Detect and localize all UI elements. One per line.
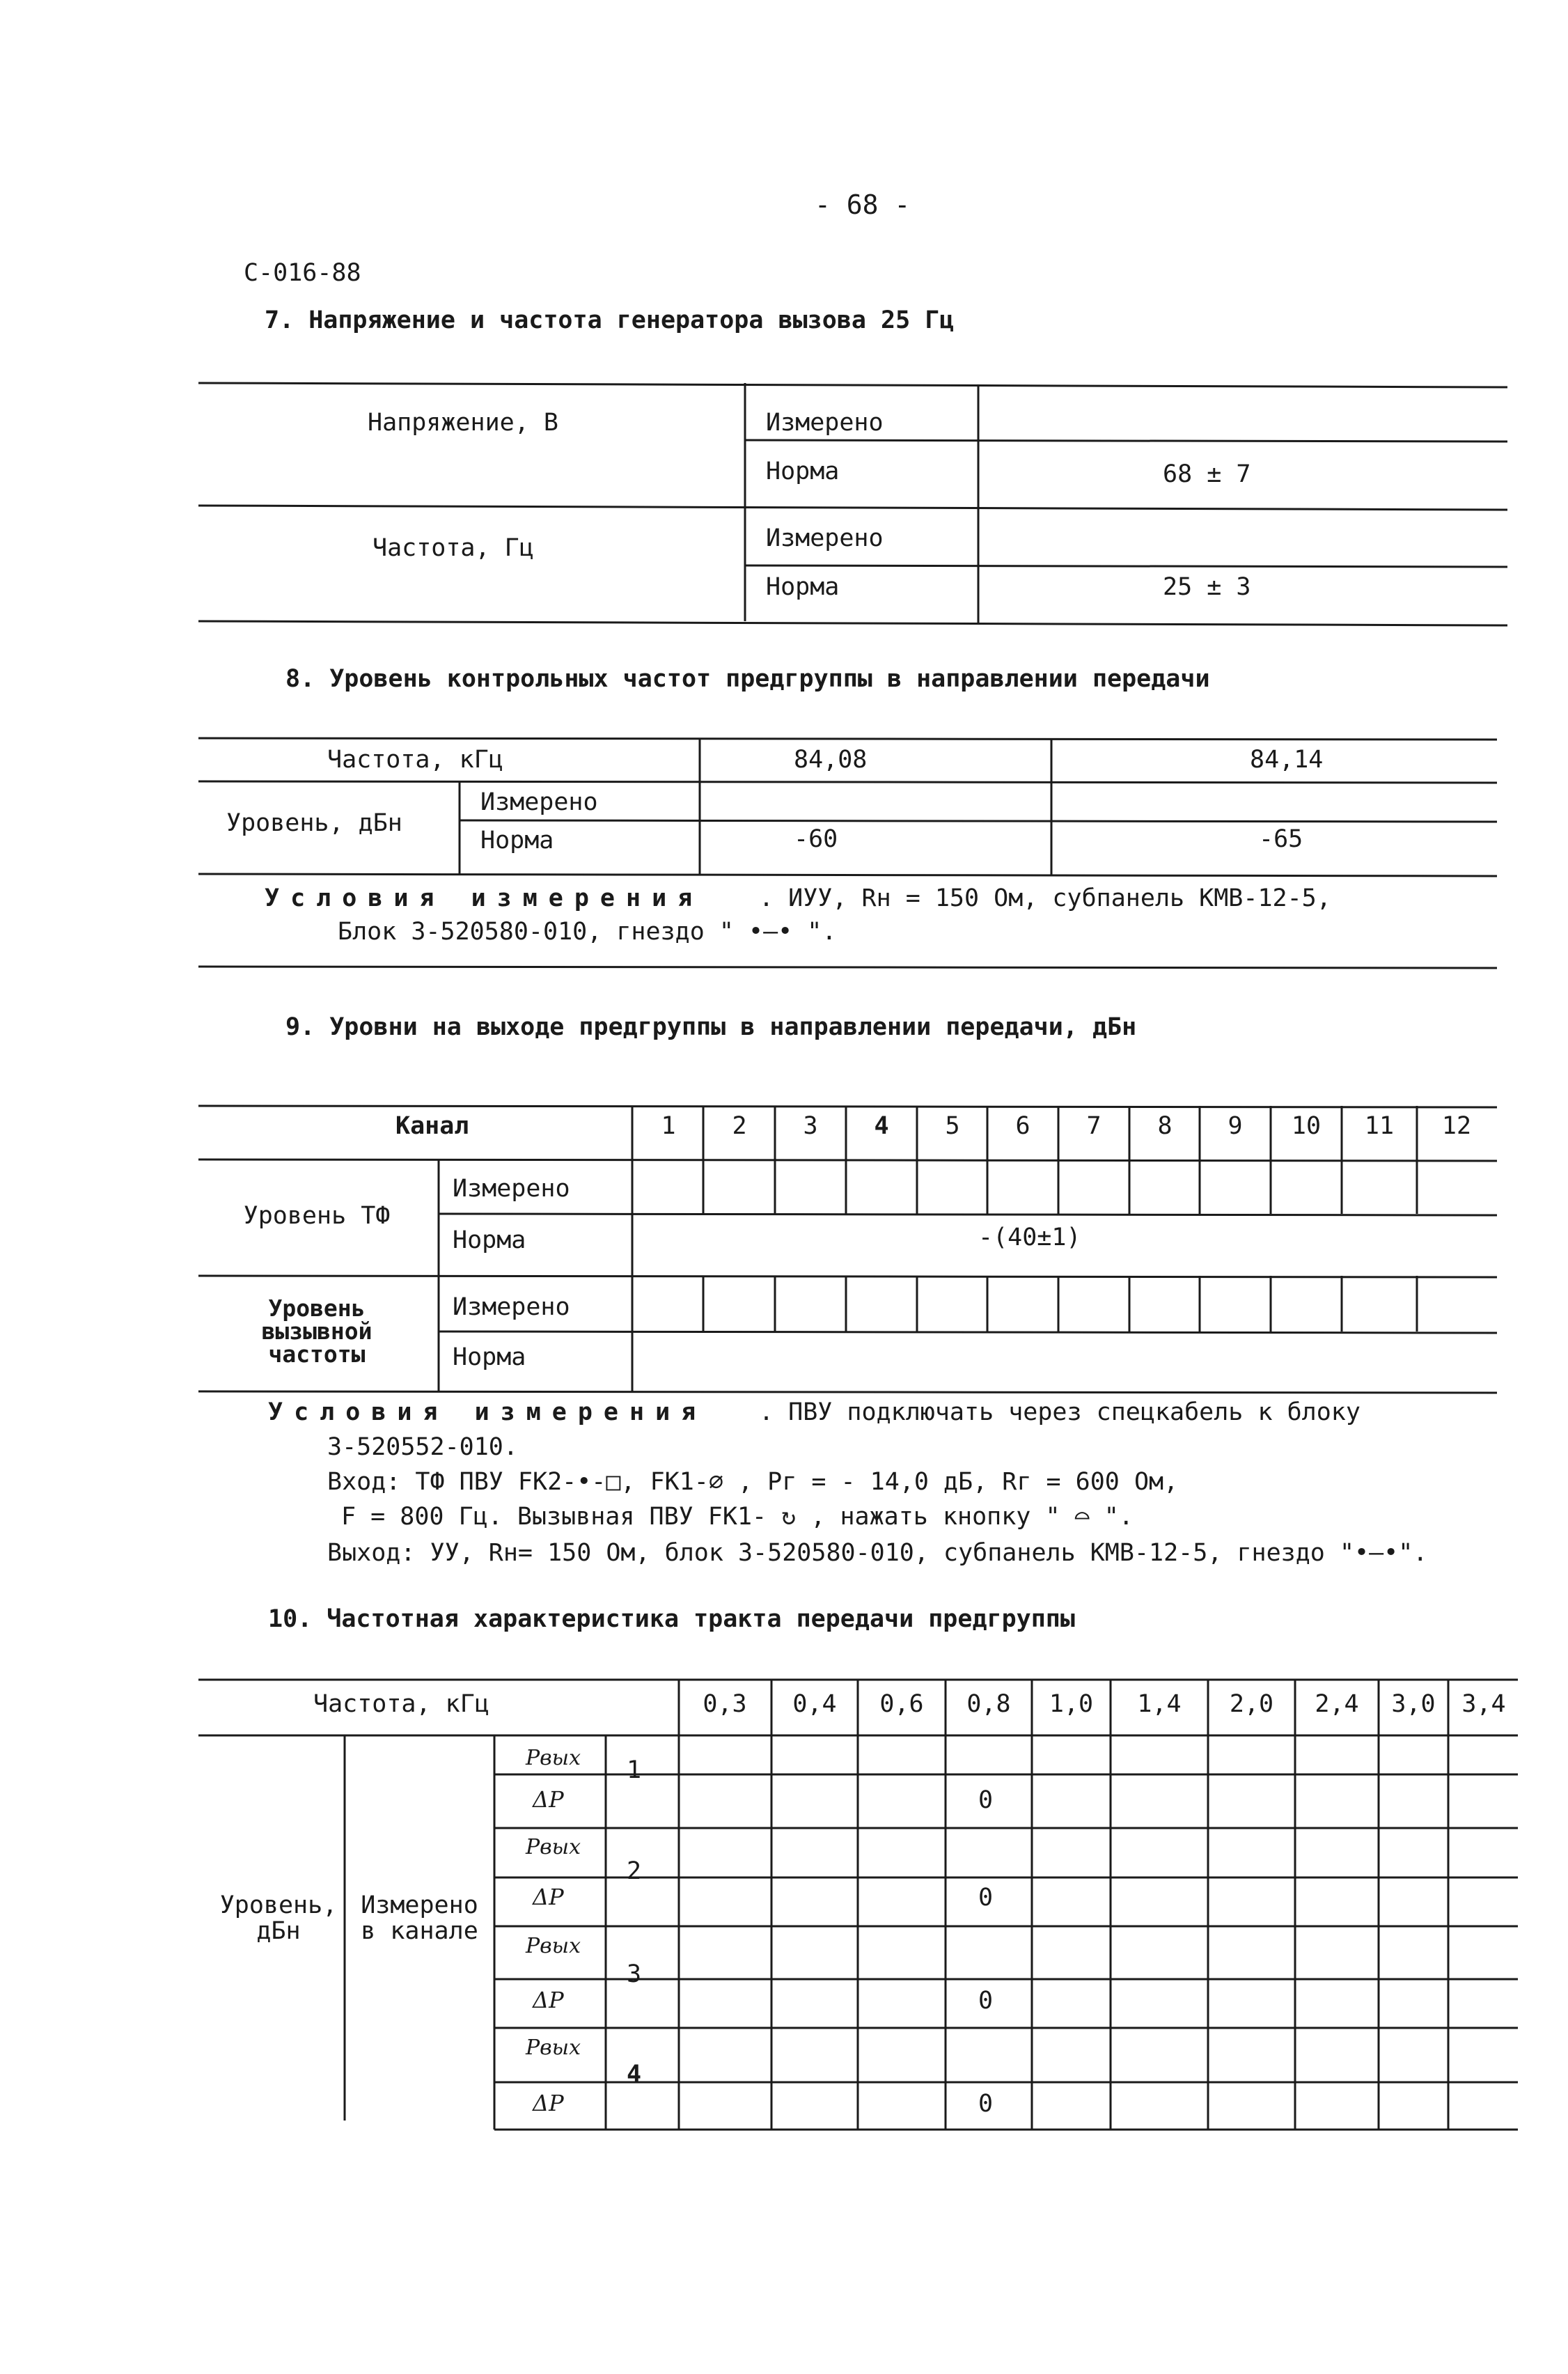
ch4-label: 4 [627,2061,642,2088]
ch4-dp-ref: 0 [978,2090,994,2118]
section-9-conditions-line2: 3-520552-010. [327,1433,518,1461]
ch4-dp-label: ΔP [533,2090,564,2116]
freq-col-3-0: 3,0 [1391,1690,1436,1718]
freq-col-2-4: 2,4 [1315,1690,1359,1718]
section-10-heading: 10. Частотная характеристика тракта передачи предгруппы [268,1605,1075,1633]
section-8-norm-1: -60 [794,825,838,853]
tf-measured-label: Измерено [453,1175,570,1203]
call-norm-label: Норма [453,1343,526,1371]
tf-level-label: Уровень ТФ [243,1202,391,1230]
freq-col-0-6: 0,6 [879,1690,924,1718]
ch2-dp-label: ΔP [533,1884,564,1910]
freq-col-0-3: 0,3 [703,1690,747,1718]
section-9-conditions-word: Условия измерения [268,1398,707,1426]
channel-header-6: 6 [1015,1112,1030,1140]
section-9-conditions-line5: Выход: УУ, Rн= 150 Ом, блок 3-520580-010, субпанель КМВ-12-5, гнездо "•—•". [327,1539,1428,1567]
channel-header-7: 7 [1086,1112,1101,1140]
ch1-dp-ref: 0 [978,1786,994,1814]
ch1-label: 1 [627,1756,642,1784]
section-9-conditions-line1: . ПВУ подключать через спецкабель к блоку [759,1398,1361,1426]
section-8-measured-label: Измерено [480,788,598,816]
frequency-norm-label: Норма [766,573,840,601]
section-9-conditions-line4: F = 800 Гц. Вызывная ПВУ FK1- ↻ , нажать кнопку " ⌓ ". [341,1503,1134,1531]
freq-col-3-4: 3,4 [1461,1690,1506,1718]
channel-header-1: 1 [661,1112,676,1140]
document-code: С-016-88 [244,259,361,287]
channel-header-12: 12 [1441,1112,1472,1140]
section-8-level-label: Уровень, дБн [226,809,402,837]
voltage-norm-label: Норма [766,458,840,485]
section-8-freq-2: 84,14 [1250,746,1324,774]
section-8-conditions-text: . ИУУ, Rн = 150 Ом, субпанель КМВ-12-5, [759,884,1331,912]
freq-col-1-4: 1,4 [1137,1690,1182,1718]
freq-col-2-0: 2,0 [1229,1690,1274,1718]
frequency-norm-value: 25 ± 3 [1163,573,1251,601]
section-8-conditions-word: Условия измерения [265,884,704,912]
ch3-pout-label: Pвых [526,1934,581,1958]
section-8-conditions-line2: Блок 3-520580-010, гнездо " •—• ". [338,918,837,946]
voltage-label: Напряжение, В [368,409,558,437]
section-9-heading: 9. Уровни на выходе предгруппы в направлении передачи, дБн [285,1013,1137,1041]
ch3-dp-ref: 0 [978,1987,994,2015]
ch2-dp-ref: 0 [978,1884,994,1912]
section-8-freq-1: 84,08 [794,746,868,774]
section-10-level-label: Уровень, дБн [219,1891,338,1945]
freq-col-1-0: 1,0 [1049,1690,1094,1718]
ch1-pout-label: Pвых [526,1746,581,1770]
section-8-heading: 8. Уровень контрольных частот предгруппы в направлении передачи [285,665,1210,693]
call-frequency-level-label: Уровень вызывной частоты [261,1295,373,1368]
ch2-label: 2 [627,1857,642,1885]
channel-header-10: 10 [1291,1112,1322,1140]
frequency-label: Частота, Гц [373,534,534,562]
channel-header-9: 9 [1228,1112,1243,1140]
channel-header-3: 3 [803,1112,818,1140]
ch3-label: 3 [627,1960,642,1988]
ch2-pout-label: Pвых [526,1835,581,1859]
voltage-measured-label: Измерено [766,409,884,437]
frequency-measured-label: Измерено [766,524,884,552]
ch4-pout-label: Pвых [526,2036,581,2060]
channel-header-4: 4 [874,1112,889,1140]
call-measured-label: Измерено [453,1293,570,1321]
tf-norm-value: -(40±1) [978,1224,1081,1251]
channel-header-2: 2 [732,1112,747,1140]
section-10-measured-in-channel-label: Измерено в канале [361,1891,478,1945]
section-8-norm-2: -65 [1259,825,1303,853]
section-8-freq-header: Частота, кГц [327,746,503,774]
section-9-conditions-line3: Вход: ТФ ПВУ FK2-•-□, FK1-∅ , Pг = - 14,0 дБ, Rг = 600 Ом, [327,1468,1179,1496]
section-9-channel-header: Канал [395,1112,469,1140]
section-10-freq-header: Частота, кГц [313,1690,489,1718]
voltage-norm-value: 68 ± 7 [1163,460,1251,488]
ch1-dp-label: ΔP [533,1786,564,1813]
page-number: - 68 - [815,189,911,220]
channel-header-11: 11 [1364,1112,1395,1140]
tf-norm-label: Норма [453,1226,526,1254]
section-8-norm-label: Норма [480,827,554,854]
freq-col-0-8: 0,8 [966,1690,1011,1718]
freq-col-0-4: 0,4 [792,1690,837,1718]
ch3-dp-label: ΔP [533,1987,564,2013]
channel-header-5: 5 [945,1112,960,1140]
channel-header-8: 8 [1157,1112,1173,1140]
section-7-heading: 7. Напряжение и частота генератора вызова 25 Гц [265,306,955,334]
